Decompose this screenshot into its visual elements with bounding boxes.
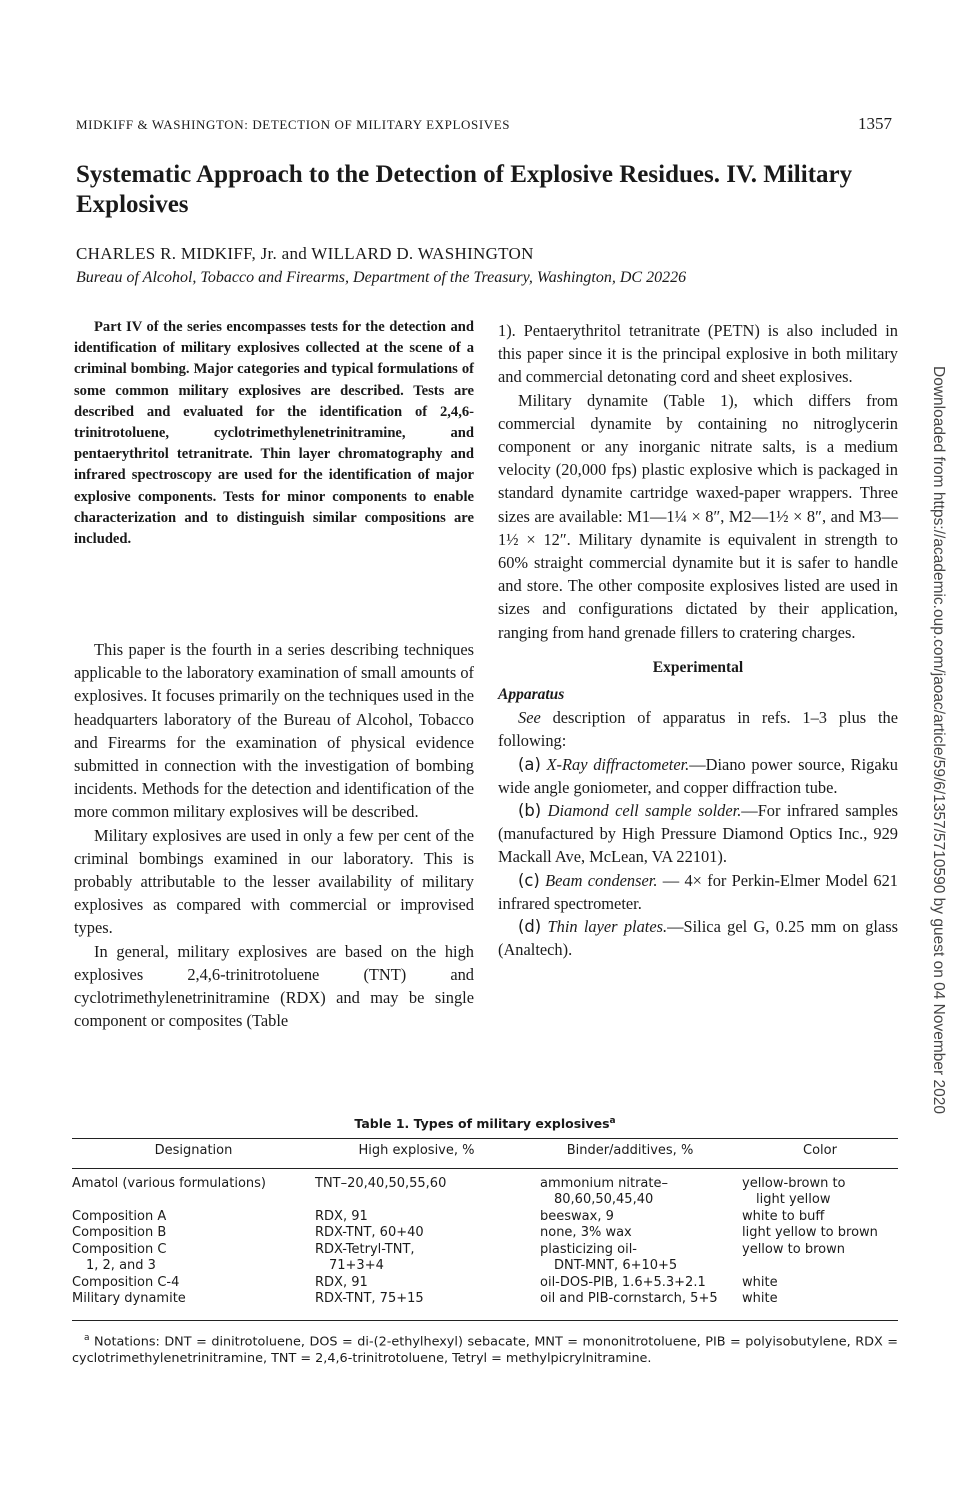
apparatus-item: (d) Thin layer plates.—Silica gel G, 0.25 mm on glass (Analtech). <box>498 917 898 960</box>
paragraph: This paper is the fourth in a series describing techniques applicable to the laboratory examination of small amounts of explosives. It focuses primarily on the techniques used in the headquarters laboratory of the Bureau of Alcohol, Tobacco and Firearms for the examination of physical evidence submitted in connection with the investigation of bombing incidents. Methods for the detection and identification of the more common military explosives will be described. <box>74 640 474 822</box>
table-row: Amatol (various formulations) TNT–20,40,50,55,60 ammonium nitrate– 80,60,50,45,40 yellow-brown to light yellow <box>72 1175 846 1207</box>
column-header: Binder/additives, % <box>566 1143 694 1158</box>
authors: CHARLES R. MIDKIFF, Jr. and WILLARD D. WASHINGTON <box>76 244 534 263</box>
section-heading: Experimental <box>652 658 744 676</box>
affiliation: Bureau of Alcohol, Tobacco and Firearms, Department of the Treasury, Washington, DC 20226 <box>76 269 687 286</box>
table-bottom-rule <box>72 1320 898 1321</box>
paragraph: 1). Pentaerythritol tetranitrate (PETN) is also included in this paper since it is the principal explosive in both military and commercial detonating cord and sheet explosives. <box>498 321 898 387</box>
table-military-explosives <box>72 1140 898 1308</box>
column-header: Color <box>803 1143 837 1158</box>
running-head: MIDKIFF & WASHINGTON: DETECTION OF MILITARY EXPLOSIVES <box>76 117 511 132</box>
paragraph: Military explosives are used in only a few per cent of the criminal bombings examined in our laboratory. This is probably attributable to the lesser availability of military explosives as compared with commercial or improvised types. <box>74 825 474 938</box>
table-footnote: $^a$ Notations: DNT = dinitrotoluene, DOS = di-(2-ethylhexyl) sebacate, MNT = mononitrotoluene, PIB = polyisobutylene, RDX = cyclotrimethylenetrinitramine, TNT = 2,4,6-trinitrotoluene, Tetryl = methylpicrylnitramine. <box>72 1333 898 1367</box>
table-header-row <box>72 1140 898 1166</box>
table-row: Composition C-4 RDX, 91 oil-DOS-PIB, 1.6+5.3+2.1 white <box>72 1274 778 1290</box>
column-header: High explosive, % <box>358 1143 475 1158</box>
body-right-column <box>498 319 898 961</box>
table-caption: Table 1. Types of military explosives$^a$ <box>354 1116 616 1132</box>
paragraph: In general, military explosives are based on the high explosives 2,4,6-trinitrotoluene (TNT) and cyclotrimethylenetrinitramine (RDX) and may be single component or composites (Table <box>74 941 474 1031</box>
paragraph: Military dynamite (Table 1), which differs from commercial dynamite by containing no nitroglycerin component or any inorganic nitrate salts, is a medium velocity (20,000 fps) plastic explosive which is packaged in standard dynamite cartridge waxed-paper wrappers. Three sizes are available: M1—1¼ × 8″, M2—1½ × 8″, and M3—1½ × 12″. Military dynamite is equivalent in strength to 60% straight commercial dynamite but it is safer to handle and store. The other composite explosives listed are used in sizes and configurations dictated by their application, ranging from hand grenade fillers to cratering charges. <box>498 390 898 642</box>
apparatus-item: (c) Beam condenser. — 4× for Perkin-Elmer Model 621 infrared spectrometer. <box>498 870 898 913</box>
apparatus-intro <box>498 706 898 752</box>
table-row: Composition B RDX-TNT, 60+40 none, 3% wax light yellow to brown <box>72 1225 878 1240</box>
apparatus-item: (a) X-Ray diffractometer.—Diano power source, Rigaku wide angle goniometer, and copper diffraction tube. <box>498 754 898 797</box>
table-row: Military dynamite RDX-TNT, 75+15 oil and PIB-cornstarch, 5+5 white <box>72 1291 778 1306</box>
table-row: Composition A RDX, 91 beeswax, 9 white to buff <box>72 1208 825 1224</box>
abstract: Part IV of the series encompasses tests for the detection and identification of military explosives collected at the scene of a criminal bombing. Major categories and typical formulations of some common military explosives are described. Tests are described and evaluated for the identification of 2,4,6-trinitrotoluene, cyclotrimethylenetrinitramine, and pentaerythritol tetranitrate. Thin layer chromatography and infrared spectroscopy are used for the identification of major explosive components. Tests for minor components to enable characterization and to distinguish similar compositions are included. <box>74 319 474 548</box>
body-left-column <box>74 638 474 1032</box>
article-title: Systematic Approach to the Detection of Explosive Residues. IV. Military Explosives <box>76 161 853 218</box>
subsection-heading: Apparatus <box>498 686 565 704</box>
table-top-rule <box>72 1138 898 1139</box>
see-label: See <box>518 708 541 728</box>
page-number: 1357 <box>858 114 892 133</box>
apparatus-intro-text: description of apparatus in refs. 1–3 plus the following: <box>498 708 898 751</box>
column-header: Designation <box>154 1143 233 1158</box>
table-row: Composition C 1, 2, and 3 RDX-Tetryl-TNT, 71+3+4 plasticizing oil- DNT-MNT, 6+10+5 yellow to brown <box>72 1241 845 1273</box>
download-watermark: Downloaded from https://academic.oup.com/jaoac/article/59/6/1357/5710590 by guest on 04 November 2020 <box>930 366 947 1114</box>
apparatus-item: (b) Diamond cell sample solder.—For infrared samples (manufactured by High Pressure Diamond Optics Inc., 929 Mackall Ave, McLean, VA 22101). <box>498 801 898 867</box>
